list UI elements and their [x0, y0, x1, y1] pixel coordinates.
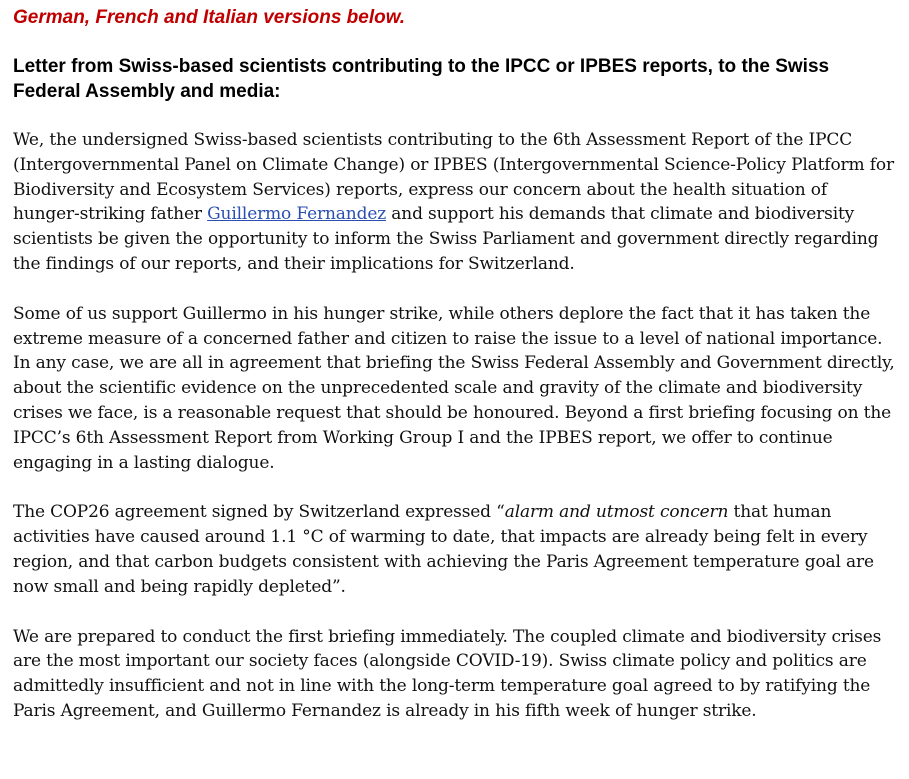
letter-heading: Letter from Swiss-based scientists contributing to the IPCC or IPBES reports, to the Swiss Federal Assembly and media: — [13, 56, 830, 102]
paragraph-concern-text-start: We, the undersigned Swiss-based scientists contributing to the 6th Assessment Report of the IPCC (Intergovernmental Panel on Climate Change) or IPBES (Intergovernmental Science-Policy Platform for Biodiversity and Ecosystem Services) reports, express our concern about the health situation of hunger-striking father — [13, 130, 894, 225]
cop26-quote-emphasis: alarm and utmost concern — [504, 502, 729, 523]
letter-document — [13, 6, 897, 749]
paragraph-cop26-text-end: that human activities have caused around 1.1 °C of warming to date, that impacts are already being felt in every region, and that carbon budgets consistent with achieving the Paris Agreement temperature goal are now small and being rapidly depleted”. — [13, 502, 874, 597]
paragraph-concern — [13, 128, 897, 277]
paragraph-concern-text-end: and support his demands that climate and biodiversity scientists be given the opportunity to inform the Swiss Parliament and government directly regarding the findings of our reports, and their implications for Switzerland. — [13, 204, 879, 274]
paragraph-briefing: We are prepared to conduct the first briefing immediately. The coupled climate and biodiversity crises are the most important our society faces (alongside COVID-19). Swiss climate policy and politics are admittedly insufficient and not in line with the long-term temperature goal agreed to by ratifying the Paris Agreement, and Guillermo Fernandez is already in his fifth week of hunger strike. — [13, 626, 882, 721]
guillermo-fernandez-link[interactable]: Guillermo Fernandez — [207, 204, 387, 225]
paragraph-cop26 — [13, 500, 897, 599]
paragraph-support: Some of us support Guillermo in his hunger strike, while others deplore the fact that it has taken the extreme measure of a concerned father and citizen to raise the issue to a level of national importance. In any case, we are all in agreement that briefing the Swiss Federal Assembly and Government directly, about the scientific evidence on the unprecedented scale and gravity of the climate and biodiversity crises we face, is a reasonable request that should be honoured. Beyond a first briefing focusing on the IPCC’s 6th Assessment Report from Working Group I and the IPBES report, we offer to continue engaging in a lasting dialogue. — [13, 303, 895, 473]
language-versions-note: German, French and Italian versions below. — [13, 7, 406, 28]
paragraph-cop26-text-start: The COP26 agreement signed by Switzerland expressed “ — [13, 502, 505, 523]
